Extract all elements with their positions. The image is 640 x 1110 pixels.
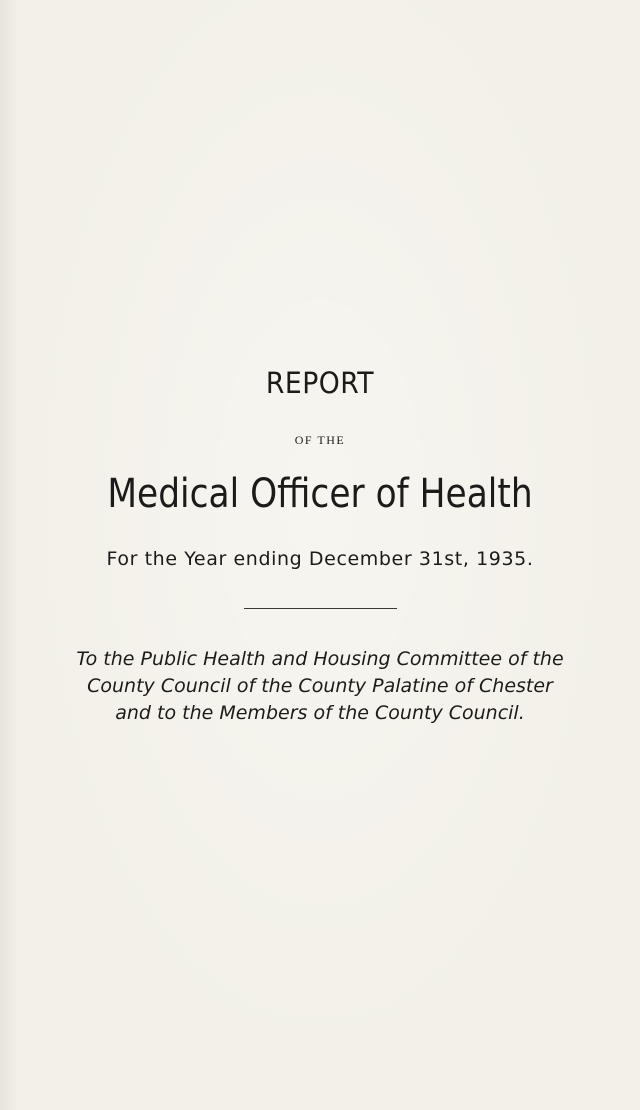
dedication-block — [0, 646, 640, 727]
divider-rule — [244, 608, 397, 609]
dedication-line: County Council of the County Palatine of Chester — [87, 675, 553, 697]
report-subtitle: OF THE — [294, 433, 346, 447]
dedication-line: and to the Members of the County Council. — [115, 702, 525, 724]
report-year-line: For the Year ending December 31st, 1935. — [106, 548, 534, 570]
report-heading: Medical Officer of Health — [107, 471, 533, 517]
report-title: REPORT — [265, 366, 375, 400]
dedication-line: To the Public Health and Housing Committee of the — [76, 648, 564, 670]
